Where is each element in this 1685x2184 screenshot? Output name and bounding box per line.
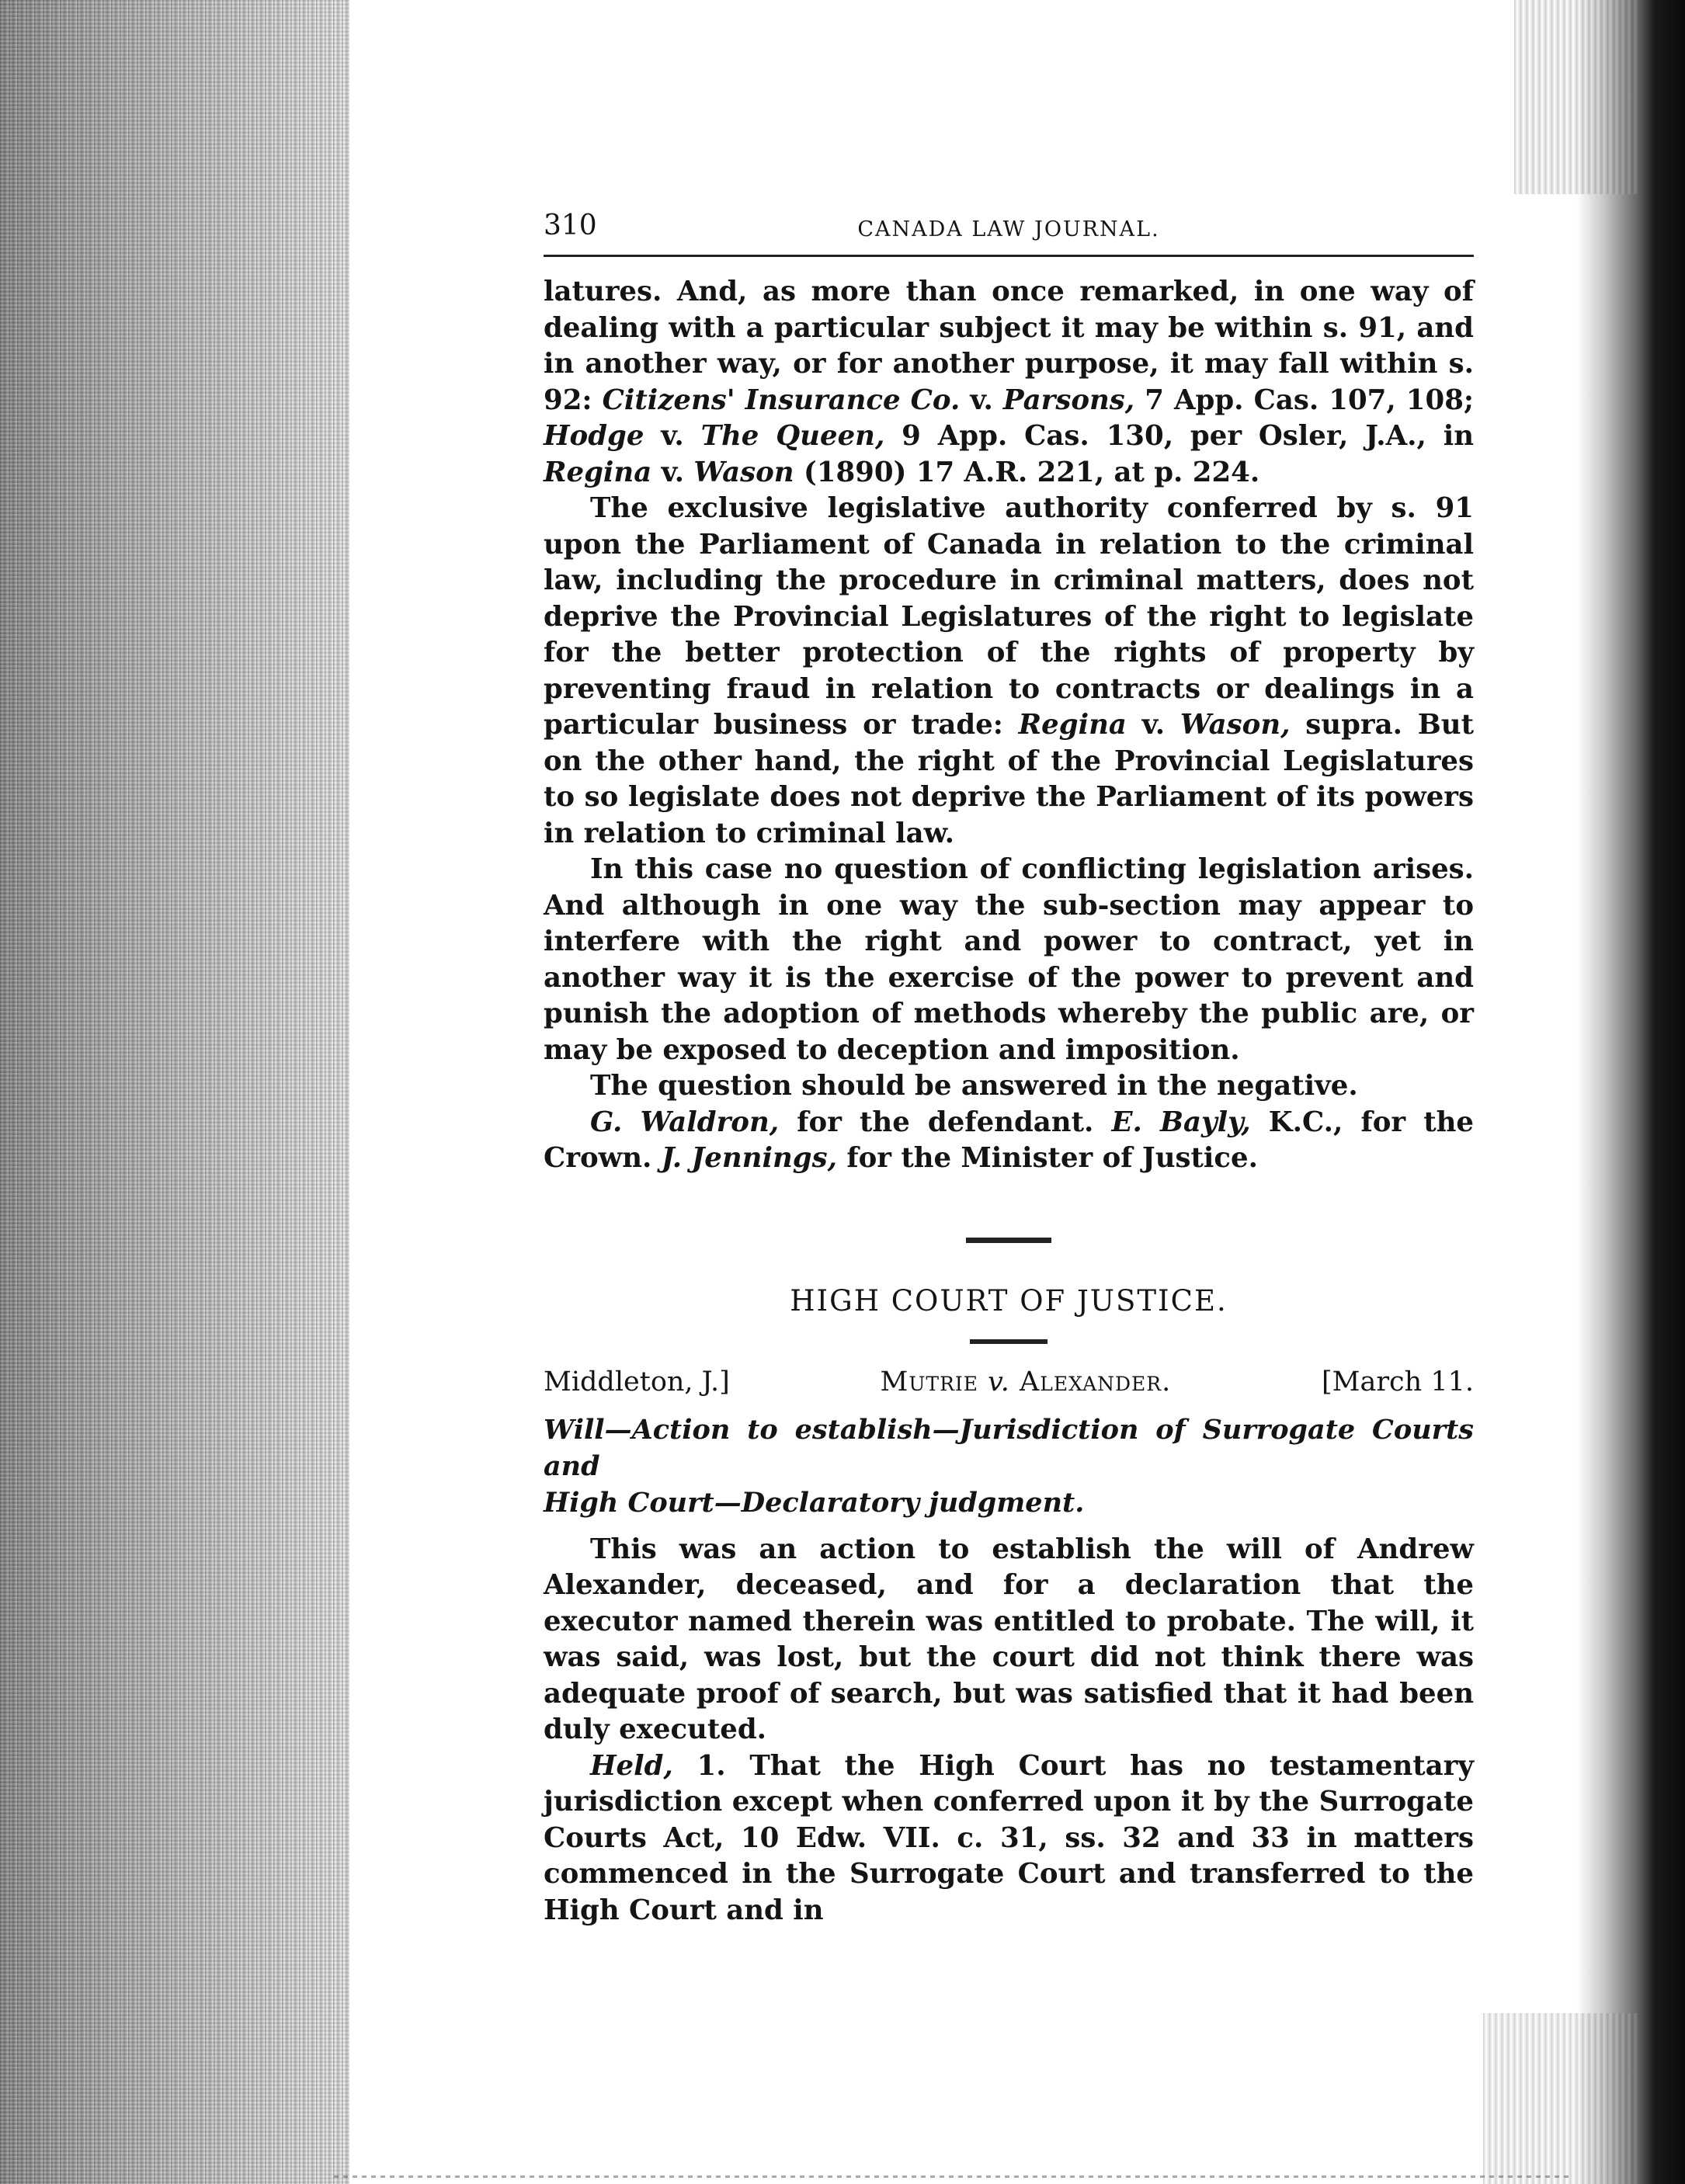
text-run: v.	[651, 456, 694, 488]
counsel-name: G. Waldron,	[590, 1106, 780, 1138]
held-label: Held,	[590, 1749, 673, 1782]
case-caption	[544, 1364, 1474, 1401]
page-header	[544, 210, 1474, 257]
case-citation: Regina	[1018, 709, 1127, 741]
body-text	[544, 274, 1474, 1929]
case-citation: Regina	[544, 456, 652, 488]
versus: v.	[978, 1366, 1020, 1398]
scan-edge-noise-bottom	[1483, 2013, 1638, 2184]
case-citation: Parsons,	[1002, 384, 1135, 416]
paragraph-facts: This was an action to establish the will of Andrew Alexander, deceased, and for a declaration that the executor named therein was entitled to probate. The will, it was said, was lost, but the court did not think there was adequate proof of search, but was satisfied that it had been duly executed.	[544, 1533, 1474, 1745]
text-run: (1890) 17 A.R. 221, at p. 224.	[794, 456, 1260, 488]
running-title: CANADA LAW JOURNAL.	[857, 217, 1160, 241]
text-run: 7 App. Cas. 107, 108;	[1134, 384, 1474, 416]
text-run: 9 App. Cas. 130, per Osler, J.A., in	[884, 420, 1474, 452]
scan-binding-shadow	[0, 0, 349, 2184]
scan-bottom-edge	[334, 2175, 1569, 2178]
page-number: 310	[544, 210, 597, 241]
paragraph-no-conflict: In this case no question of conflicting legislation arises. And although in one way the sub-section may appear to interfere with the right and power to contract, yet in another way it is the exercise of the power to prevent and punish the adoption of methods whereby the public are, or may be exposed to deception and imposition.	[544, 853, 1474, 1066]
catchline-1: Will—Action to establish—Jurisdiction of Surrogate Courts and	[544, 1413, 1474, 1482]
case-date: [March 11.	[1321, 1366, 1474, 1398]
scan-page-edge	[1576, 0, 1685, 2184]
journal-page	[544, 210, 1474, 1929]
text-run: 1. That the High Court has no testamentary jurisdiction except when conferred upon it by the Surrogate Courts Act, 10 Edw. VII. c. 31, ss. 32 and 33 in matters commenced in the Surrogate Court and transferred to the High Court and in	[544, 1749, 1474, 1926]
case-citation: Wason	[693, 456, 794, 488]
text-run: v.	[644, 420, 701, 452]
section-heading: HIGH COURT OF JUSTICE.	[790, 1283, 1228, 1318]
text-run: for the Minister of Justice.	[836, 1142, 1258, 1174]
paragraph-answer: The question should be answered in the negative.	[590, 1070, 1358, 1102]
counsel-name: J. Jennings,	[661, 1142, 837, 1174]
counsel-name: E. Bayly,	[1111, 1106, 1251, 1138]
party-defendant: Alexander.	[1020, 1366, 1172, 1398]
paragraph-held	[544, 1748, 1474, 1929]
paragraph-exclusive-authority	[544, 491, 1474, 852]
text-run: v.	[960, 384, 1003, 416]
case-citation: The Queen,	[700, 420, 885, 452]
text-run: for the defendant.	[779, 1106, 1112, 1138]
case-citation: Hodge	[544, 420, 644, 452]
paragraph-latures	[544, 274, 1474, 491]
case-citation: Wason,	[1180, 709, 1291, 741]
case-citation: Citizens' Insurance Co.	[602, 384, 961, 416]
text-run: latures. And, as more than once remarked, in one way of dealing with a particular subject it may be within s. 91, and in another way, or for another purpose, it may fall within s. 92:	[544, 276, 1474, 416]
paragraph-counsel	[544, 1105, 1474, 1177]
judge-name: Middleton, J.]	[544, 1366, 730, 1398]
scan-edge-noise-top	[1514, 0, 1638, 194]
text-run: The exclusive legislative authority conferred by s. 91 upon the Parliament of Canada in relation to the criminal law, including the procedure in criminal matters, does not deprive the Provincial Legislatures of the right to legislate for the better protection of the rights of property by preventing fraud in relation to contracts or dealings in a particular business or trade:	[544, 492, 1474, 741]
text-run: K.C., for the Crown.	[544, 1106, 1474, 1174]
catchline-2: High Court—Declaratory judgment.	[544, 1486, 1085, 1519]
party-plaintiff: Mutrie	[880, 1366, 979, 1398]
section-divider	[966, 1238, 1051, 1243]
case-name	[881, 1364, 1172, 1401]
text-run: v.	[1126, 709, 1180, 741]
text-run: supra. But on the other hand, the right of the Provincial Legislatures to so legislate does not deprive the Parliament of its powers in relation to criminal law.	[544, 709, 1474, 849]
